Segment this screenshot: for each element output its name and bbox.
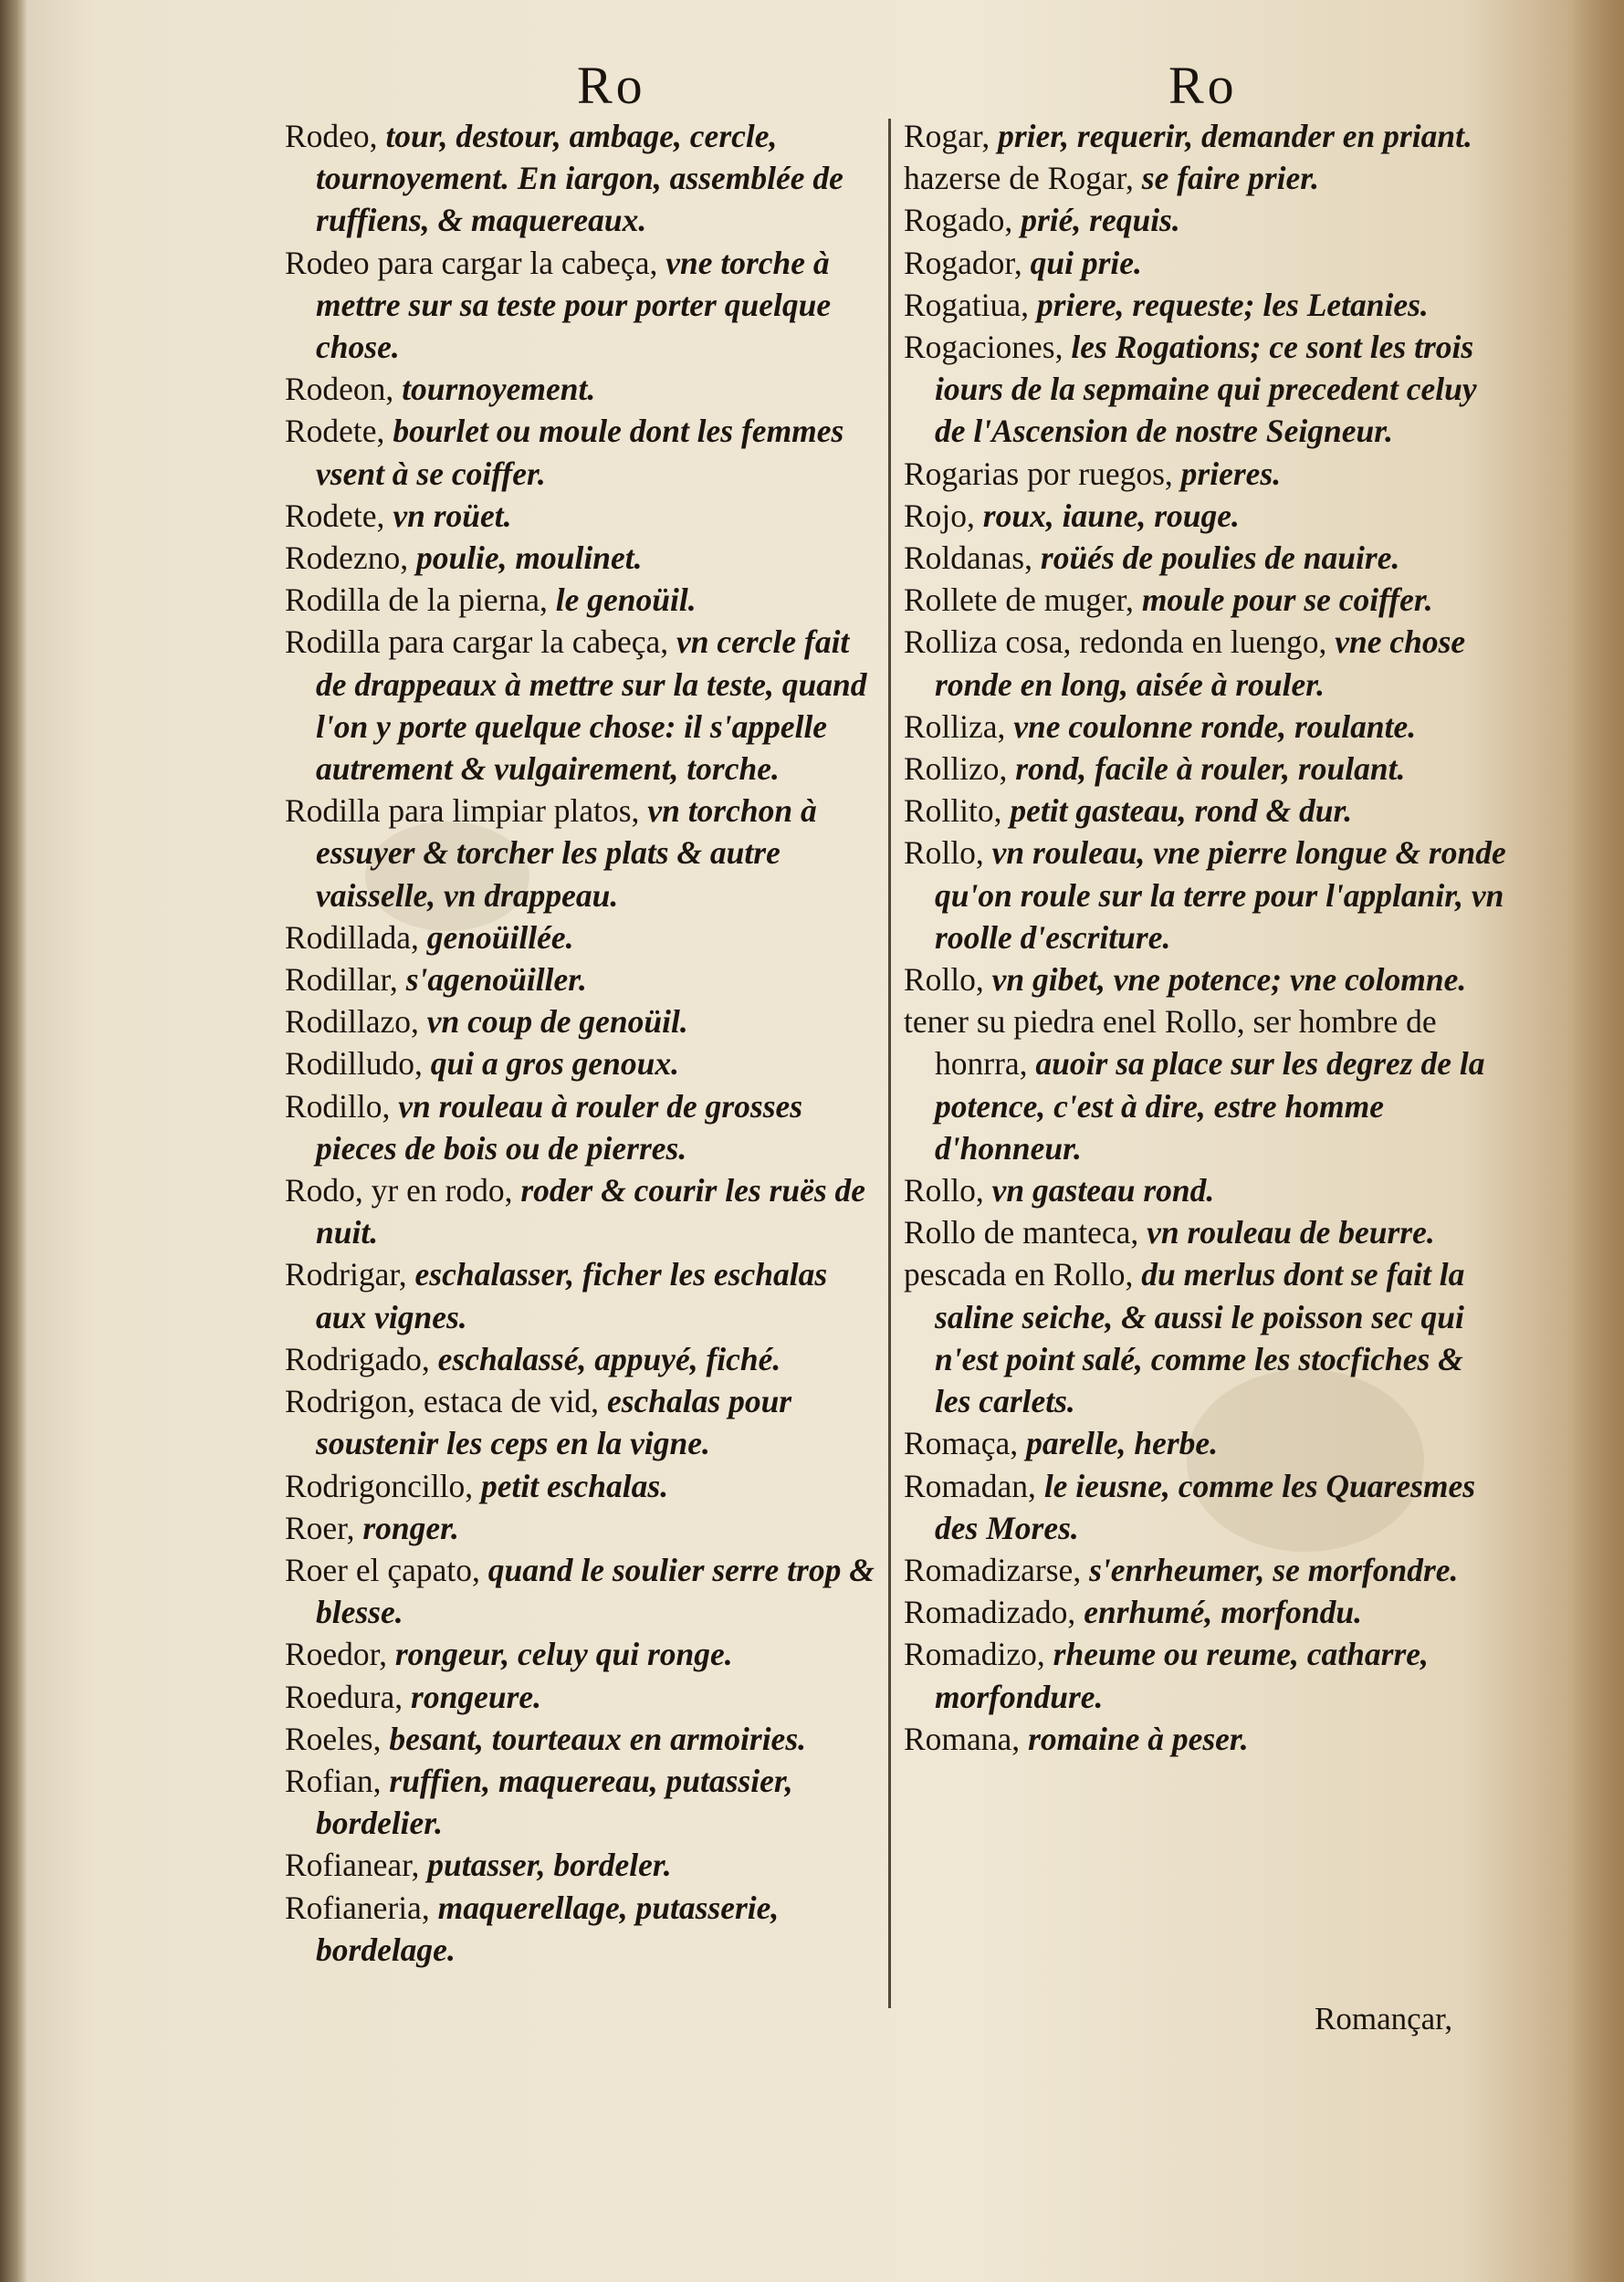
dictionary-entry [285,621,878,790]
dictionary-entry [904,1591,1506,1633]
entry-definition: petit gasteau, rond & dur. [1010,792,1353,830]
entry-headword: Romadizarse, [904,1551,1082,1588]
entry-headword: Rodete, [285,413,385,450]
dictionary-entry [285,115,878,242]
entry-definition: bourlet ou moule dont les femmes vsent à se coiffer. [316,413,844,492]
dictionary-entry [904,326,1506,453]
entry-definition: auoir sa place sur les degrez de la potence, c'est à dire, estre homme d'honneur. [935,1045,1485,1167]
entry-definition: priere, requeste; les Letanies. [1036,286,1429,323]
dictionary-entry [904,1633,1506,1717]
entry-headword: Rodrigar, [285,1256,407,1293]
entry-definition: qui prie. [1030,244,1142,281]
entry-definition: vn rouleau, vne pierre longue & ronde qu'on roule sur la terre pour l'applanir, vn roolle d'escriture. [935,834,1506,956]
entry-headword: Rollo de manteca, [904,1214,1139,1251]
entry-headword: Rollo, [904,834,984,872]
right-column [904,115,1506,1760]
entry-definition: rheume ou reume, catharre, morfondure. [935,1636,1429,1715]
entry-definition: roüés de poulies de nauire. [1040,539,1400,577]
column-divider [888,119,891,2008]
dictionary-entry [285,242,878,369]
dictionary-entry [904,748,1506,790]
entry-headword: Rodrigoncillo, [285,1467,474,1504]
entry-headword: Rodrigado, [285,1340,430,1377]
dictionary-entry [285,1507,878,1549]
entry-headword: Rodete, [285,497,385,534]
entry-headword: Rogaciones, [904,329,1063,366]
dictionary-entry [285,1253,878,1337]
dictionary-entry [285,1676,878,1718]
dictionary-entry [904,199,1506,241]
entry-headword: Rofian, [285,1762,382,1799]
entry-headword: Rogador, [904,244,1022,281]
entry-headword: Rodeon, [285,371,394,408]
entry-definition: prié, requis. [1021,202,1180,239]
entry-headword: Rodrigon, estaca de vid, [285,1383,600,1420]
dictionary-entry [285,1169,878,1253]
dictionary-entry [904,1549,1506,1591]
entry-definition: maquerellage, putasserie, bordelage. [316,1889,780,1968]
entry-headword: hazerse de Rogar, [904,160,1134,197]
entry-definition: petit eschalas. [480,1467,669,1504]
entry-headword: Rodeo para cargar la cabeça, [285,244,658,281]
entry-definition: rongeur, celuy qui ronge. [394,1636,733,1673]
dictionary-entry [904,1000,1506,1169]
entry-definition: vn gasteau rond. [991,1172,1215,1209]
dictionary-entry [904,242,1506,284]
dictionary-entry [904,495,1506,537]
dictionary-entry [904,706,1506,748]
entry-headword: Rogatiua, [904,286,1030,323]
dictionary-entry [904,453,1506,495]
dictionary-entry [285,495,878,537]
entry-definition: vn gibet, vne potence; vne colomne. [991,961,1467,999]
entry-headword: Romadan, [904,1467,1036,1504]
entry-headword: Roer el çapato, [285,1551,480,1588]
entry-definition: vne chose ronde en long, aisée à rouler. [935,623,1466,703]
entry-definition: ronger. [362,1509,459,1546]
dictionary-entry [285,1000,878,1042]
dictionary-entry [285,1844,878,1886]
entry-headword: Rollete de muger, [904,581,1134,619]
entry-headword: Rolliza cosa, redonda en luengo, [904,623,1327,661]
dictionary-entry [285,958,878,1000]
entry-definition: se faire prier. [1141,160,1320,197]
entry-headword: Rodillazo, [285,1003,419,1041]
entry-headword: Rolliza, [904,707,1006,745]
dictionary-entry [285,790,878,916]
entry-definition: le genoüil. [555,581,697,619]
entry-definition: poulie, moulinet. [415,539,643,577]
dictionary-entry [904,537,1506,579]
entry-definition: vn roüet. [393,497,512,534]
dictionary-entry [285,1042,878,1084]
entry-headword: Rodezno, [285,539,409,577]
dictionary-entry [904,1718,1506,1760]
entry-definition: parelle, herbe. [1026,1425,1219,1462]
entry-definition: du merlus dont se fait la saline seiche, & aussi le poisson sec qui n'est point salé, comme les stocfiches & les carlets. [935,1256,1465,1420]
entry-definition: vn cercle fait de drappeaux à mettre sur la teste, quand l'on y porte quelque chose: il s'appelle autrement & vulgairement, torche. [316,623,867,788]
dictionary-entry [285,1887,878,1971]
entry-headword: Rodilla de la pierna, [285,581,548,619]
dictionary-entry [285,537,878,579]
entry-headword: Romadizo, [904,1636,1045,1673]
entry-headword: Roer, [285,1509,355,1546]
running-head-right: Ro [1168,56,1238,115]
entry-definition: tournoyement. [402,371,596,408]
entry-headword: Rollo, [904,1172,984,1209]
entry-headword: pescada en Rollo, [904,1256,1134,1293]
dictionary-entry [285,368,878,410]
entry-definition: prier, requerir, demander en priant. [998,118,1472,154]
running-head-left: Ro [577,56,646,115]
entry-definition: romaine à peser. [1028,1720,1249,1757]
entry-definition: s'agenoüiller. [405,961,587,999]
entry-headword: Rollito, [904,792,1002,830]
dictionary-entry [285,916,878,958]
entry-headword: Rodillar, [285,961,398,999]
entry-headword: Rogarias por ruegos, [904,455,1173,492]
dictionary-entry [904,1211,1506,1253]
entry-definition: prieres. [1180,455,1282,492]
entry-headword: Rollizo, [904,750,1008,788]
entry-headword: Rofianear, [285,1847,420,1884]
entry-definition: moule pour se coiffer. [1141,581,1433,619]
entry-definition: besant, tourteaux en armoiries. [389,1720,807,1757]
entry-headword: Romadizado, [904,1594,1076,1631]
entry-definition: rongeure. [411,1678,542,1715]
dictionary-entry [904,115,1506,157]
entry-definition: roder & courir les ruës de nuit. [316,1172,866,1251]
entry-headword: Rodeo, [285,118,378,154]
entry-definition: vne torche à mettre sur sa teste pour porter quelque chose. [316,244,832,366]
dictionary-entry [285,1085,878,1169]
entry-definition: le ieusne, comme les Quaresmes des Mores. [935,1467,1476,1546]
entry-headword: Rodillo, [285,1087,391,1125]
entry-definition: eschalas pour soustenir les ceps en la vigne. [316,1383,792,1462]
dictionary-entry [904,1422,1506,1464]
entry-definition: roux, iaune, rouge. [982,497,1240,534]
dictionary-entry [285,579,878,621]
dictionary-entry [285,1380,878,1464]
entry-headword: Roldanas, [904,539,1032,577]
entry-definition: vn torchon à essuyer & torcher les plats & autre vaisselle, vn drappeau. [316,792,817,914]
entry-definition: enrhumé, morfondu. [1084,1594,1362,1631]
dictionary-entry [904,1169,1506,1211]
dictionary-entry [904,579,1506,621]
catchword: Romançar, [1315,2001,1453,2036]
entry-headword: Romaça, [904,1425,1019,1462]
entry-definition: vn rouleau à rouler de grosses pieces de bois ou de pierres. [316,1087,803,1167]
dictionary-entry [285,410,878,494]
dictionary-entry [904,1465,1506,1549]
entry-definition: vn coup de genoüil. [426,1003,688,1041]
dictionary-entry [904,157,1506,199]
entry-headword: Rollo, [904,961,984,999]
dictionary-entry [904,621,1506,705]
dictionary-entry [904,284,1506,326]
left-column [285,115,878,1971]
entry-headword: Romana, [904,1720,1021,1757]
entry-definition: vn rouleau de beurre. [1147,1214,1435,1251]
dictionary-entry [904,958,1506,1000]
entry-headword: Roedura, [285,1678,403,1715]
entry-definition: genoüillée. [426,918,574,956]
entry-headword: Rojo, [904,497,975,534]
entry-definition: quand le soulier serre trop & blesse. [316,1551,875,1631]
entry-headword: Rodilludo, [285,1045,423,1083]
entry-definition: rond, facile à rouler, roulant. [1015,750,1406,788]
entry-definition: s'enrheumer, se morfondre. [1089,1551,1459,1588]
dictionary-entry [285,1718,878,1760]
entry-definition: les Rogations; ce sont les trois iours de la sepmaine qui precedent celuy de l'Ascension de nostre Seigneur. [935,329,1477,450]
entry-headword: Rodilla para limpiar platos, [285,792,640,830]
dictionary-entry [285,1633,878,1675]
dictionary-entry [285,1549,878,1633]
entry-headword: tener su piedra enel Rollo, ser hombre de honrra, [904,1003,1437,1083]
dictionary-entry [904,1253,1506,1422]
entry-headword: Rodillada, [285,918,419,956]
dictionary-entry [285,1760,878,1844]
page-edge-shadow [1569,0,1624,2282]
entry-headword: Roedor, [285,1636,387,1673]
dictionary-entry [904,832,1506,958]
entry-definition: qui a gros genoux. [430,1045,680,1083]
entry-headword: Rogar, [904,118,990,154]
entry-definition: tour, destour, ambage, cercle, tournoyement. En iargon, assemblée de ruffiens, & maquereaux. [316,118,843,239]
entry-definition: vne coulonne ronde, roulante. [1013,707,1417,745]
entry-headword: Rofianeria, [285,1889,430,1926]
binding-gutter [0,0,27,2282]
entry-definition: eschalasser, ficher les eschalas aux vignes. [316,1256,828,1335]
entry-headword: Rodilla para cargar la cabeça, [285,623,669,661]
dictionary-entry [285,1465,878,1507]
entry-headword: Rogado, [904,202,1013,239]
dictionary-entry [285,1338,878,1380]
entry-definition: putasser, bordeler. [427,1847,672,1884]
entry-headword: Rodo, yr en rodo, [285,1172,513,1209]
entry-definition: eschalassé, appuyé, fiché. [437,1340,781,1377]
entry-headword: Roeles, [285,1720,382,1757]
dictionary-entry [904,790,1506,832]
entry-definition: ruffien, maquereau, putassier, bordelier. [316,1762,793,1842]
